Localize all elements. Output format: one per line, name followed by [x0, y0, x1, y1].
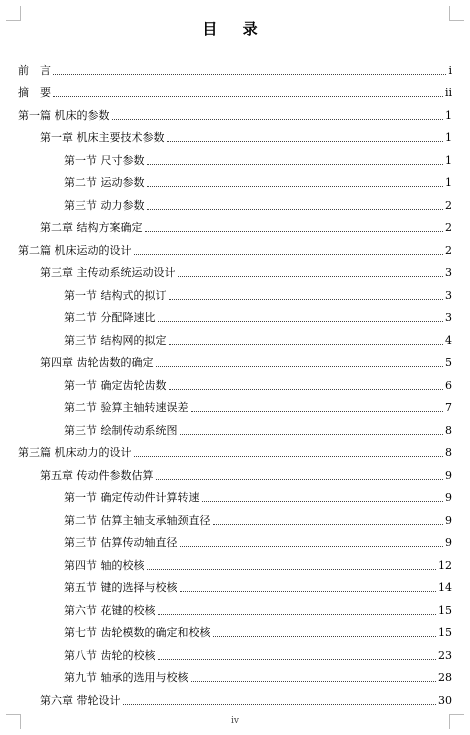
- toc-entry-page: i: [448, 63, 452, 77]
- toc-entry-label: 第一节 确定传动件计算转速: [64, 491, 200, 504]
- toc-leader-dots: [180, 433, 444, 435]
- toc-entry-page: 1: [445, 108, 452, 122]
- toc-entry-label: 第一节 尺寸参数: [64, 153, 145, 167]
- toc-leader-dots: [169, 343, 444, 345]
- toc-entry-page: 3: [445, 266, 452, 279]
- toc-leader-dots: [147, 163, 444, 165]
- toc-leader-dots: [156, 365, 444, 367]
- toc-leader-dots: [191, 410, 444, 412]
- toc-entry-page: ii: [444, 86, 452, 99]
- toc-entry-page: 9: [445, 513, 452, 527]
- toc-entry-page: 15: [438, 626, 452, 639]
- toc-entry[interactable]: [18, 280, 452, 303]
- toc-entry-page: 1: [445, 153, 452, 167]
- toc-entry-page: 7: [445, 401, 452, 414]
- toc-entry[interactable]: [18, 573, 452, 596]
- toc-entry[interactable]: [18, 78, 452, 101]
- toc-entry[interactable]: [18, 370, 452, 393]
- toc-entry-page: 9: [445, 468, 452, 482]
- toc-entry-label: 第八节 齿轮的校核: [64, 648, 156, 662]
- toc-entry-page: 12: [438, 558, 452, 572]
- toc-leader-dots: [169, 298, 444, 300]
- toc-entry[interactable]: [18, 685, 452, 708]
- toc-entry-page: 2: [445, 198, 452, 212]
- page-number: iv: [231, 716, 239, 726]
- toc-entry-label: 第三篇 机床动力的设计: [18, 446, 132, 459]
- table-of-contents: [18, 55, 452, 708]
- toc-leader-dots: [180, 590, 437, 592]
- toc-leader-dots: [191, 680, 437, 682]
- toc-leader-dots: [134, 455, 444, 457]
- toc-entry-label: 第四节 轴的校核: [64, 558, 145, 572]
- toc-leader-dots: [123, 703, 437, 705]
- toc-entry-label: 第三节 结构网的拟定: [64, 333, 167, 347]
- toc-entry-label: 第二节 估算主轴支承轴颈直径: [64, 513, 211, 527]
- toc-entry-label: 第四章 齿轮齿数的确定: [40, 356, 154, 369]
- toc-entry-page: 2: [445, 221, 452, 234]
- toc-entry-label: 第一节 结构式的拟订: [64, 288, 167, 302]
- toc-entry[interactable]: [18, 460, 452, 483]
- toc-entry[interactable]: [18, 213, 452, 236]
- toc-entry-label: 第六章 带轮设计: [40, 693, 121, 707]
- toc-entry[interactable]: [18, 348, 452, 371]
- toc-entry[interactable]: [18, 550, 452, 573]
- toc-entry[interactable]: [18, 438, 452, 461]
- toc-entry-page: 1: [445, 176, 452, 189]
- toc-entry-label: 第三节 动力参数: [64, 198, 145, 212]
- toc-entry-page: 1: [445, 131, 452, 144]
- toc-entry[interactable]: [18, 123, 452, 146]
- toc-entry[interactable]: [18, 235, 452, 258]
- toc-title: 目 录: [202, 20, 268, 38]
- toc-entry[interactable]: [18, 415, 452, 438]
- toc-entry-page: 8: [445, 446, 452, 459]
- toc-leader-dots: [213, 523, 444, 525]
- toc-entry[interactable]: [18, 168, 452, 191]
- toc-leader-dots: [178, 275, 444, 277]
- toc-leader-dots: [53, 95, 443, 97]
- toc-leader-dots: [169, 388, 444, 390]
- toc-leader-dots: [158, 320, 444, 322]
- toc-leader-dots: [112, 118, 444, 120]
- toc-entry[interactable]: [18, 663, 452, 686]
- toc-leader-dots: [156, 478, 444, 480]
- toc-entry-page: 6: [445, 378, 452, 392]
- toc-entry-page: 3: [445, 311, 452, 324]
- toc-entry-page: 3: [445, 288, 452, 302]
- toc-leader-dots: [147, 208, 444, 210]
- toc-entry-page: 8: [445, 423, 452, 437]
- toc-leader-dots: [213, 635, 437, 637]
- toc-entry-label: 第九节 轴承的选用与校核: [64, 671, 189, 684]
- toc-entry-label: 前 言: [18, 63, 51, 77]
- toc-leader-dots: [53, 73, 446, 75]
- toc-entry-label: 第二篇 机床运动的设计: [18, 243, 132, 257]
- toc-entry-page: 2: [445, 243, 452, 257]
- toc-entry-page: 30: [438, 693, 452, 707]
- toc-leader-dots: [134, 253, 444, 255]
- toc-leader-dots: [158, 658, 437, 660]
- toc-entry-page: 23: [438, 648, 452, 662]
- toc-entry-label: 第三节 估算传动轴直径: [64, 536, 178, 549]
- toc-entry-page: 9: [445, 536, 452, 549]
- toc-entry[interactable]: [18, 303, 452, 326]
- toc-entry[interactable]: [18, 100, 452, 123]
- toc-entry[interactable]: [18, 325, 452, 348]
- toc-entry[interactable]: [18, 528, 452, 551]
- toc-entry-label: 第一篇 机床的参数: [18, 108, 110, 122]
- toc-entry[interactable]: [18, 145, 452, 168]
- toc-entry[interactable]: [18, 483, 452, 506]
- toc-leader-dots: [202, 500, 444, 502]
- toc-leader-dots: [145, 230, 444, 232]
- toc-entry-label: 第五章 传动件参数估算: [40, 468, 154, 482]
- toc-entry-label: 第二节 分配降速比: [64, 311, 156, 324]
- toc-entry[interactable]: [18, 258, 452, 281]
- toc-entry-label: 摘 要: [18, 86, 51, 99]
- toc-leader-dots: [147, 568, 437, 570]
- toc-entry[interactable]: [18, 640, 452, 663]
- toc-entry-label: 第三章 主传动系统运动设计: [40, 266, 176, 279]
- toc-entry-label: 第一章 机床主要技术参数: [40, 131, 165, 144]
- toc-entry-page: 28: [438, 671, 452, 684]
- toc-entry-label: 第五节 键的选择与校核: [64, 581, 178, 594]
- toc-entry-page: 9: [445, 491, 452, 504]
- toc-leader-dots: [180, 545, 444, 547]
- toc-entry-label: 第二节 验算主轴转速误差: [64, 401, 189, 414]
- toc-leader-dots: [167, 140, 444, 142]
- toc-entry-page: 14: [438, 581, 452, 594]
- toc-entry-label: 第三节 绘制传动系统图: [64, 423, 178, 437]
- toc-entry-label: 第二节 运动参数: [64, 176, 145, 189]
- toc-entry-label: 第一节 确定齿轮齿数: [64, 378, 167, 392]
- toc-entry[interactable]: [18, 55, 452, 78]
- toc-entry[interactable]: [18, 190, 452, 213]
- toc-leader-dots: [147, 185, 444, 187]
- toc-entry-label: 第二章 结构方案确定: [40, 221, 143, 234]
- toc-entry[interactable]: [18, 595, 452, 618]
- toc-entry-page: 5: [445, 356, 452, 369]
- toc-entry[interactable]: [18, 618, 452, 641]
- toc-entry-page: 15: [438, 603, 452, 617]
- toc-entry-label: 第六节 花键的校核: [64, 603, 156, 617]
- toc-leader-dots: [158, 613, 437, 615]
- toc-entry-page: 4: [445, 333, 452, 347]
- toc-entry[interactable]: [18, 393, 452, 416]
- toc-entry[interactable]: [18, 505, 452, 528]
- toc-entry-label: 第七节 齿轮模数的确定和校核: [64, 626, 211, 639]
